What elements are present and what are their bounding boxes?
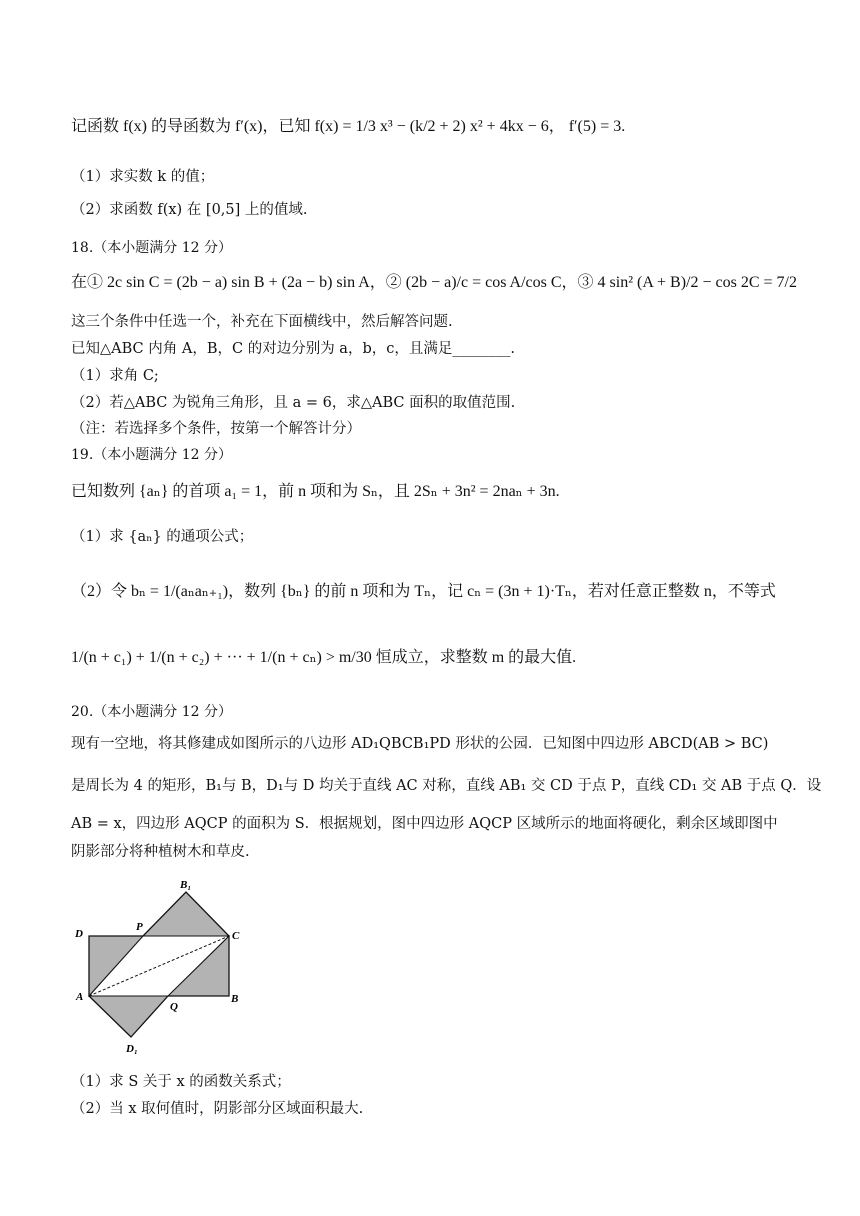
q18-line3: 已知△ABC 内角 A，B，C 的对边分别为 a，b，c，且满足________. [71,341,515,357]
label-D1: D₁ [126,1043,138,1055]
q18-heading: 18.（本小题满分 12 分） [71,240,232,256]
q20-part1: （1）求 S 关于 x 的函数关系式； [71,1074,291,1090]
q20-line2: 是周长为 4 的矩形，B₁与 B，D₁与 D 均关于直线 AC 对称，直线 AB₁ 交 CD 于点 P，直线 CD₁ 交 AB 于点 Q．设 [71,778,822,794]
q17-part2: （2）求函数 f(x) 在 [0,5] 上的值域. [71,202,308,218]
label-P: P [136,921,143,933]
q20-line1: 现有一空地，将其修建成如图所示的八边形 AD₁QBCB₁PD 形状的公园．已知图中四边形 ABCD(AB > BC) [71,736,769,752]
q20-part2: （2）当 x 取何值时，阴影部分区域面积最大. [71,1101,364,1117]
label-B: B [231,993,239,1005]
q20-line4: 阴影部分将种植树木和草皮. [71,844,250,860]
octagon-diagram [70,875,255,1060]
q20-line3: AB = x，四边形 AQCP 的面积为 S．根据规划，图中四边形 AQCP 区域所示的地面将硬化，剩余区域即图中 [71,816,778,832]
q20-heading: 20.（本小题满分 12 分） [71,704,232,720]
q19-heading: 19.（本小题满分 12 分） [71,447,232,463]
q19-intro: 已知数列 {aₙ} 的首项 a₁ = 1，前 n 项和为 Sₙ，且 2Sₙ + 3n² = 2naₙ + 3n. [71,483,560,500]
q19-part1: （1）求 {aₙ} 的通项公式； [71,529,254,545]
q17-intro: 记函数 f(x) 的导函数为 f′(x)，已知 f(x) = 1/3 x³ − (k/2 + 2) x² + 4kx − 6， f′(5) = 3. [71,118,626,135]
label-C: C [232,930,240,942]
q17-part1: （1）求实数 k 的值； [71,169,215,185]
q18-part1: （1）求角 C; [71,368,159,384]
q19-part2-cont: 1/(n + c₁) + 1/(n + c₂) + ··· + 1/(n + cₙ) > m/30 恒成立，求整数 m 的最大值. [71,649,577,666]
label-A: A [76,991,84,1003]
q18-line2: 这三个条件中任选一个，补充在下面横线中，然后解答问题. [71,314,453,330]
q18-conditions: 在① 2c sin C = (2b − a) sin B + (2a − b) sin A，② (2b − a)/c = cos A/cos C，③ 4 sin² (A + B)/2 − cos 2C = 7/2 [71,274,797,291]
label-B1: B₁ [180,879,192,891]
q19-part2: （2）令 bₙ = 1/(aₙaₙ₊₁)，数列 {bₙ} 的前 n 项和为 Tₙ，记 cₙ = (3n + 1)·Tₙ，若对任意正整数 n，不等式 [71,583,776,600]
label-D: D [75,928,83,940]
q18-part2: （2）若△ABC 为锐角三角形，且 a = 6，求△ABC 面积的取值范围. [71,395,516,411]
label-Q: Q [170,1001,178,1013]
q18-note: （注：若选择多个条件，按第一个解答计分） [71,421,361,437]
octagon-park-figure [70,875,255,1060]
